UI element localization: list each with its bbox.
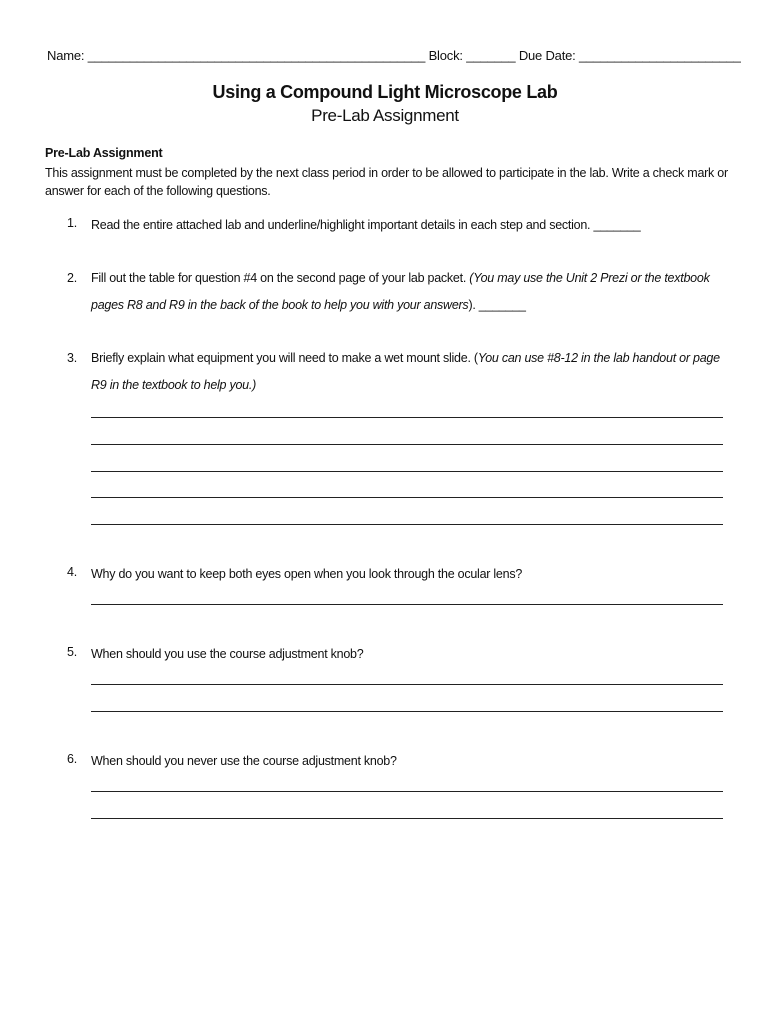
question-text [91, 345, 727, 399]
answer-line[interactable] [91, 791, 723, 792]
question-number: 6. [67, 752, 77, 766]
answer-line[interactable] [91, 711, 723, 712]
answer-line[interactable] [91, 444, 723, 445]
question-number: 4. [67, 565, 77, 579]
name-label: Name: [47, 48, 85, 63]
block-blank[interactable]: _______ [466, 48, 519, 63]
block-label: Block: [428, 48, 463, 63]
question-hint: You can use #8-12 in the lab handout or page R9 in the textbook to help you.) [91, 351, 720, 392]
answer-line[interactable] [91, 524, 723, 525]
answer-line[interactable] [91, 497, 723, 498]
question-main-text: Briefly explain what equipment you will need to make a wet mount slide. ( [91, 351, 478, 365]
question-number: 2. [67, 271, 77, 285]
answer-line[interactable] [91, 684, 723, 685]
answer-line[interactable] [91, 604, 723, 605]
question-number: 5. [67, 645, 77, 659]
name-blank[interactable]: ________________________________________________ [87, 48, 429, 63]
question-main-text: Fill out the table for question #4 on the second page of your lab packet. [91, 271, 470, 285]
question-number: 1. [67, 216, 77, 230]
question-tail: ). _______ [468, 298, 526, 312]
due-date-blank[interactable]: _______________________ [578, 48, 741, 63]
question-text: Read the entire attached lab and underline/highlight important details in each step and section. _______ [91, 218, 641, 232]
answer-line[interactable] [91, 471, 723, 472]
student-info-line [47, 48, 741, 63]
intro-heading: Pre-Lab Assignment [45, 146, 163, 160]
question-text: Why do you want to keep both eyes open when you look through the ocular lens? [91, 567, 523, 581]
page-subtitle: Pre-Lab Assignment [311, 106, 459, 125]
question-text: When should you never use the course adjustment knob? [91, 754, 397, 768]
due-date-label: Due Date: [518, 48, 576, 63]
question-number: 3. [67, 351, 77, 365]
question-text [91, 265, 727, 319]
question-hint: (You may use the Unit 2 Prezi or the textbook pages R8 and R9 in the back of the book to help you with your answers [91, 271, 710, 312]
intro-text: This assignment must be completed by the next class period in order to be allowed to participate in the lab. Write a check mark or answer for each of the following questions. [45, 166, 728, 198]
question-text: When should you use the course adjustment knob? [91, 647, 364, 661]
answer-line[interactable] [91, 417, 723, 418]
answer-line[interactable] [91, 818, 723, 819]
page-title: Using a Compound Light Microscope Lab [212, 82, 558, 102]
